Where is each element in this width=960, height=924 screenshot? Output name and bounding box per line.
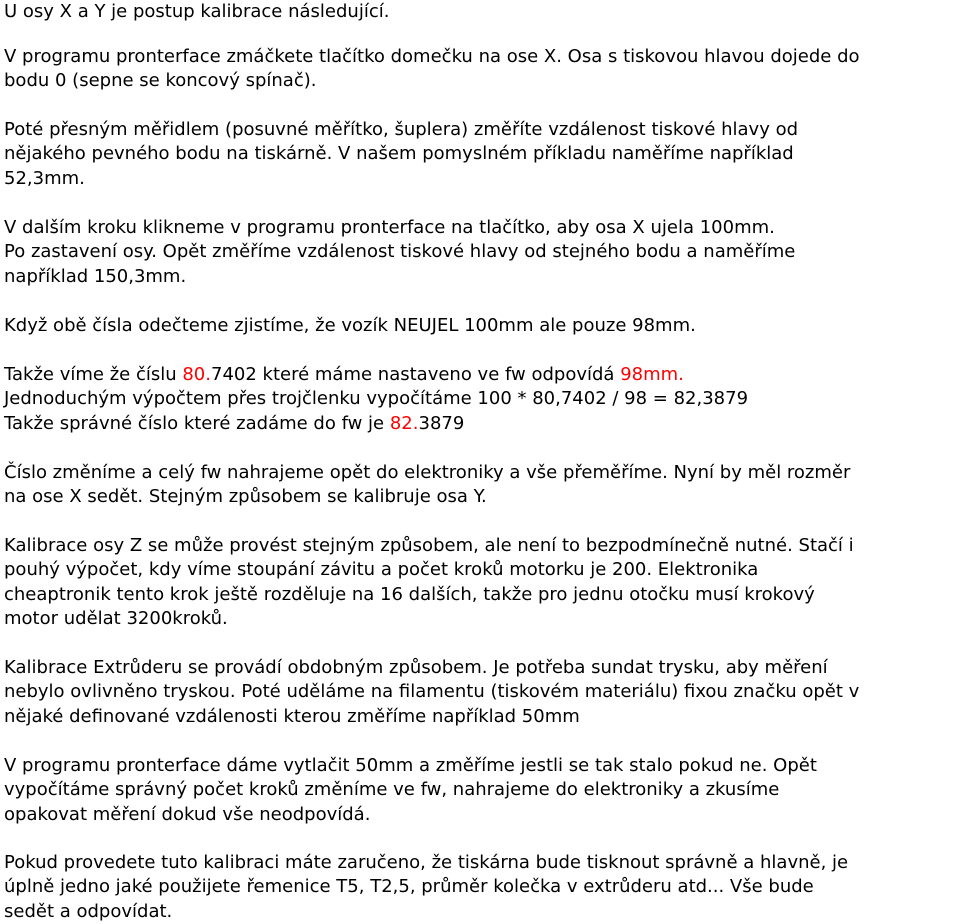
text-line: sedět a odpovídat.	[4, 900, 173, 922]
text-line: nebylo ovlivněno tryskou. Poté uděláme na filamentu (tiskovém materiálu) fixou značku opět v	[4, 681, 860, 703]
text-line: Kalibrace Extrůderu se provádí obdobným způsobem. Je potřeba sundat trysku, aby měření	[4, 657, 828, 678]
text-line: Jednoduchým výpočtem přes trojčlenku vypočítáme 100 * 80,7402 / 98 = 82,3879	[4, 388, 749, 410]
text-line: V dalším kroku klikneme v programu pronterface na tlačítko, aby osa X ujela 100mm.	[4, 217, 775, 238]
text-segment: které máme nastaveno ve fw odpovídá	[256, 364, 621, 385]
highlight-new-value-int: 82.	[389, 412, 419, 434]
text-line: vypočítáme správný počet kroků změníme ve fw, nahrajeme do elektroniky a zkusíme	[4, 779, 780, 801]
paragraph-measure-first	[4, 118, 960, 191]
text-line: nějakého pevného bodu na tiskárně. V našem pomyslném příkladu naměříme například	[4, 143, 794, 165]
text-line: 52,3mm.	[4, 167, 85, 189]
paragraph-extruder	[4, 656, 960, 729]
intro-line: U osy X a Y je postup kalibrace následující.	[4, 1, 390, 22]
text-line: motor udělat 3200kroků.	[4, 608, 228, 630]
text-line: Po zastavení osy. Opět změříme vzdálenost tiskové hlavy od stejného bodu a naměříme	[4, 241, 796, 263]
text-line: V programu pronterface zmáčkete tlačítko domečku na ose X. Osa s tiskovou hlavou dojede do	[4, 46, 860, 67]
text-segment: 3879	[418, 412, 465, 434]
paragraph-intro	[4, 0, 960, 24]
text-line: opakovat měření dokud vše neodpovídá.	[4, 803, 371, 825]
text-line: Poté přesným měřidlem (posuvné měřítko, šuplera) změříte vzdálenost tiskové hlavy od	[4, 119, 799, 140]
text-line: pouhý výpočet, kdy víme stoupání závitu a počet kroků motorku je 200. Elektronika	[4, 559, 759, 581]
paragraph-upload-fw	[4, 461, 960, 510]
text-line: Pokud provedete tuto kalibraci máte zaručeno, že tiskárna bude tisknout správně a hlavně, je	[4, 852, 849, 873]
paragraph-difference	[4, 314, 960, 338]
paragraph-home-axis	[4, 45, 960, 94]
text-line: Když obě čísla odečteme zjistíme, že vozík NEUJEL 100mm ale pouze 98mm.	[4, 315, 696, 336]
paragraph-conclusion	[4, 851, 960, 924]
text-segment: Takže víme že číslu	[4, 364, 183, 385]
text-line: cheaptronik tento krok ještě rozděluje na 16 dalších, takže pro jednu otočku musí krokový	[4, 583, 815, 605]
highlight-measured: 98mm.	[620, 364, 684, 385]
text-line: Kalibrace osy Z se může provést stejným způsobem, ale není to bezpodmínečně nutné. Stačí i	[4, 535, 854, 556]
paragraph-calculation	[4, 363, 960, 436]
paragraph-axis-z	[4, 534, 960, 632]
text-line: úplně jedno jaké použijete řemenice T5, T2,5, průměr kolečka v extrůderu atd... Vše bude	[4, 876, 814, 898]
highlight-old-value-int: 80.	[182, 364, 211, 385]
text-line: Číslo změníme a celý fw nahrajeme opět do elektroniky a vše přeměříme. Nyní by měl rozměr	[4, 462, 851, 483]
paragraph-move-axis	[4, 216, 960, 289]
text-segment: Takže správné číslo které zadáme do fw je	[4, 412, 390, 434]
text-line: bodu 0 (sepne se koncový spínač).	[4, 70, 317, 92]
text-line: například 150,3mm.	[4, 265, 187, 287]
text-segment: 7402	[211, 364, 257, 385]
text-line: na ose X sedět. Stejným způsobem se kalibruje osa Y.	[4, 486, 487, 508]
text-line: nějaké definované vzdálenosti kterou změříme například 50mm	[4, 705, 580, 727]
text-line: V programu pronterface dáme vytlačit 50mm a změříme jestli se tak stalo pokud ne. Opět	[4, 755, 817, 776]
paragraph-extrude-test	[4, 754, 960, 827]
